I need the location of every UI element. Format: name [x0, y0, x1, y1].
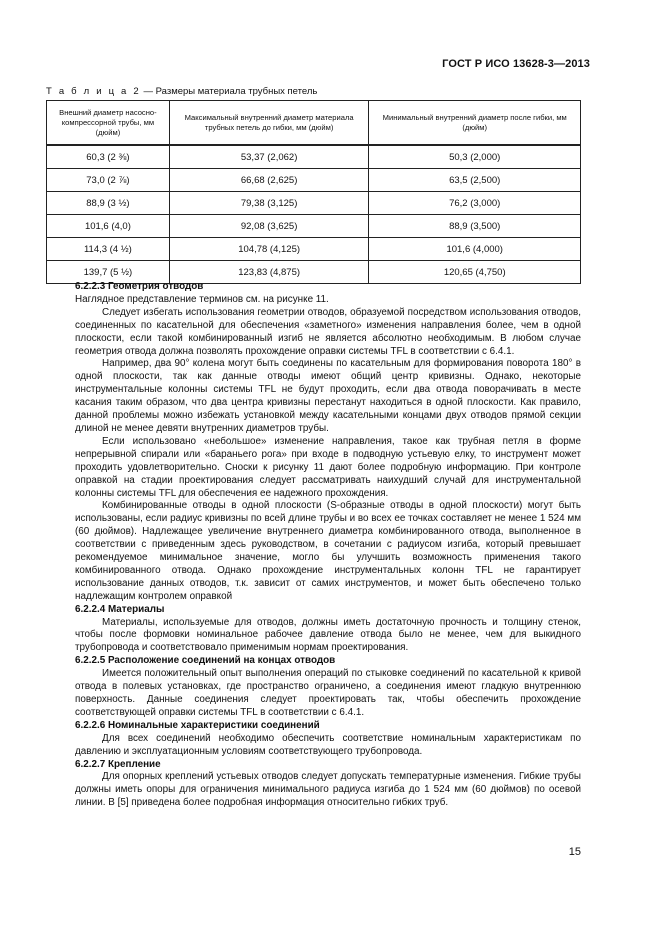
section-title-6-2-2-5: 6.2.2.5 Расположение соединений на концах отводов	[75, 655, 336, 667]
table-caption	[46, 86, 317, 97]
table-cell: 63,5 (2,500)	[369, 169, 581, 192]
page-number: 15	[568, 846, 581, 858]
paragraph: Наглядное представление терминов см. на рисунке 11.	[75, 293, 329, 305]
table-row	[47, 215, 581, 238]
paragraph: Если использовано «небольшое» изменение направления, такое как трубная петля в форме непрерывной спирали или «бараньего рога» при входе в подводную устьевую елку, то инструмент может проходить удовлетворительно. Сноски к рисунку 11 дают более подробную информацию. При контроле оправкой на стадии проектирования следует рассматривать наихудший случай для инструментальной колонны системы TFL для обеспечения ее надежного прохождения.	[75, 435, 581, 499]
document-header: ГОСТ Р ИСО 13628-3—2013	[442, 58, 590, 70]
body-text	[75, 281, 581, 810]
column-header-outer-diameter: Внешний диаметр насосно-компрессорной трубы, мм (дюйм)	[47, 101, 170, 146]
table-cell: 139,7 (5 ½)	[47, 261, 170, 284]
table-cell: 79,38 (3,125)	[169, 192, 369, 215]
table-caption-text: — Размеры материала трубных петель	[140, 86, 318, 97]
table-cell: 88,9 (3 ½)	[47, 192, 170, 215]
table-cell: 104,78 (4,125)	[169, 238, 369, 261]
table-cell: 60,3 (2 ⅜)	[47, 145, 170, 169]
section-title-6-2-2-7: 6.2.2.7 Крепление	[75, 758, 161, 770]
table-caption-label: Т а б л и ц а 2	[46, 86, 141, 97]
table-row	[47, 169, 581, 192]
column-header-max-inner-diameter: Максимальный внутренний диаметр материала трубных петель до гибки, мм (дюйм)	[169, 101, 369, 146]
paragraph: Следует избегать использования геометрии отводов, образуемой посредством использования отводов, соединенных по касательной для обеспечения «заметного» изменения направления более, чем в одной плоскости, если такой комбинированный изгиб не является абсолютно необходимым. В любом случае геометрия отвода должна позволять прохождение оправки системы TFL в соответствии с 6.4.1.	[75, 306, 581, 357]
table-row	[47, 145, 581, 169]
table-cell: 92,08 (3,625)	[169, 215, 369, 238]
table-cell: 101,6 (4,0)	[47, 215, 170, 238]
table-cell: 66,68 (2,625)	[169, 169, 369, 192]
table-cell: 73,0 (2 ⅞)	[47, 169, 170, 192]
paragraph: Имеется положительный опыт выполнения операций по стыковке соединений по касательной к кривой отвода в полевых установках, где пространство ограничено, а соединения имеют гладкую внутреннюю поверхность. Данные соединения следует проектировать так, чтобы обеспечить прохождение соответствующей оправки системы TFL в соответствии с 6.4.1.	[75, 668, 581, 718]
table-header-row	[47, 101, 581, 146]
table-row	[47, 192, 581, 215]
paragraph: Для всех соединений необходимо обеспечить соответствие номинальным характеристикам по давлению и эксплуатационным условиям соответствующего трубопровода.	[75, 732, 581, 757]
table-cell: 50,3 (2,000)	[369, 145, 581, 169]
column-header-min-inner-diameter: Минимальный внутренний диаметр после гибки, мм (дюйм)	[369, 101, 581, 146]
paragraph: Материалы, используемые для отводов, должны иметь достаточную прочность и толщину стенок, чтобы после формовки номинальное рабочее давление отвода было не менее, чем для выкидного трубопровода и соответствовало применимым нормам проектирования.	[75, 616, 581, 654]
section-title-6-2-2-3: 6.2.2.3 Геометрия отводов	[75, 281, 204, 292]
table-cell: 76,2 (3,000)	[369, 192, 581, 215]
table-cell: 88,9 (3,500)	[369, 215, 581, 238]
section-title-6-2-2-4: 6.2.2.4 Материалы	[75, 603, 165, 615]
table-cell: 123,83 (4,875)	[169, 261, 369, 284]
paragraph: Комбинированные отводы в одной плоскости (S-образные отводы в одной плоскости) могут быть использованы, если радиус кривизны по всей длине трубы и во всех ее точках составляет не менее 1 524 мм (60 дюймов). Надлежащее увеличение внутреннего диаметра комбинированного отвода, выполненное в соответствии с приведенным здесь руководством, в сочетании с радиусом изгиба, который превышает рекомендуемое минимальное значение, могло бы улучшить возможность применения такого комбинированного отвода. Однако прохождение инструментальных колонн TFL не гарантирует использование данных отводов, т.к. зависит от самих инструментов, и может быть обеспечено только надлежащим контролем оправкой	[75, 500, 581, 602]
paragraph: Для опорных креплений устьевых отводов следует допускать температурные изменения. Гибкие трубы должны иметь опоры для ограничения минимального радиуса изгиба до 1 524 мм (60 дюймов) по осевой линии. В [5] приведена более подробная информация относительно гибких труб.	[75, 771, 581, 809]
section-title-6-2-2-6: 6.2.2.6 Номинальные характеристики соединений	[75, 719, 320, 731]
table-cell: 101,6 (4,000)	[369, 238, 581, 261]
paragraph: Например, два 90° колена могут быть соединены по касательным для формирования поворота 180° в одной плоскости, так как данные отводы имеют общий центр кривизны. Однако, некоторые инструментальные колонны системы TFL не будут проходить, если два отвода поворачивать в месте касания таким образом, что два центра кривизны перестанут находиться в одной плоскости. Как правило, данной проблемы можно избежать установкой между касательными концами двух отводов прямой секции длиной не менее девяти внутренних диаметров трубы.	[75, 358, 581, 434]
pipe-dimensions-table	[46, 100, 581, 284]
table-cell: 120,65 (4,750)	[369, 261, 581, 284]
table-cell: 114,3 (4 ½)	[47, 238, 170, 261]
table-row	[47, 238, 581, 261]
table-cell: 53,37 (2,062)	[169, 145, 369, 169]
